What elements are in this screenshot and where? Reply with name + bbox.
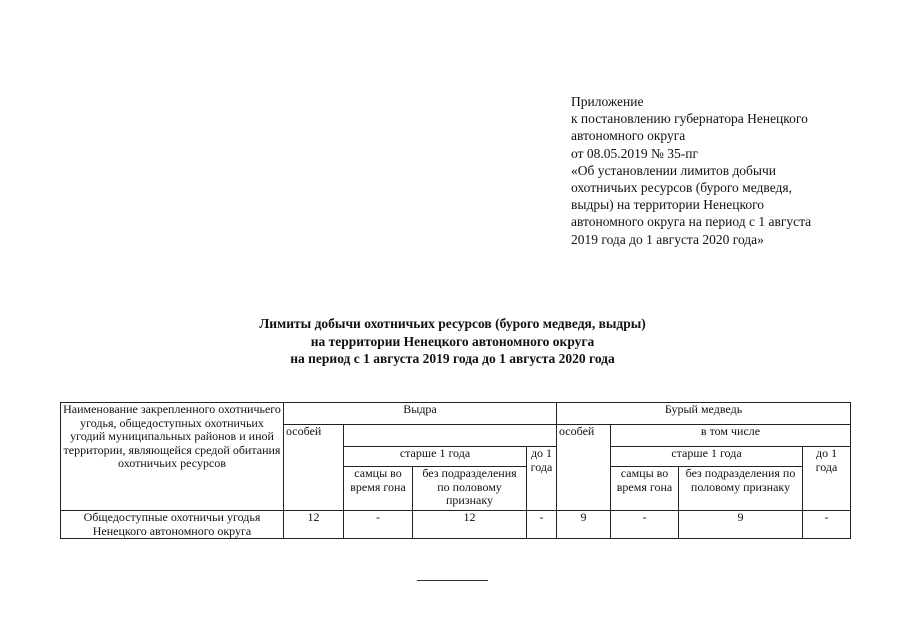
appendix-line: автономного округа [571, 128, 686, 144]
otter-males-header: самцы во время гона [344, 467, 413, 511]
bear-under-header: до 1 года [803, 447, 851, 511]
appendix-line: «Об установлении лимитов добычи [571, 162, 777, 178]
otter-under-header: до 1 года [527, 447, 557, 511]
bear-under-cell: - [803, 511, 851, 539]
bear-nosex-cell: 9 [679, 511, 803, 539]
end-divider [417, 580, 488, 581]
row-name-cell: Общедоступные охотничьи угодья Ненецкого автономного округа [61, 511, 284, 539]
otter-nosex-cell: 12 [413, 511, 527, 539]
appendix-line: автономного округа на период с 1 августа [571, 214, 812, 230]
otter-males-cell: - [344, 511, 413, 539]
document-title [150, 315, 755, 368]
bear-males-cell: - [611, 511, 679, 539]
otter-older-header: старше 1 года [344, 447, 527, 467]
title-line: на территории Ненецкого автономного округа [310, 333, 595, 349]
appendix-line: 2019 года до 1 августа 2020 года» [571, 231, 764, 247]
otter-nosex-header: без подразделения по половому признаку [413, 467, 527, 511]
limits-table [60, 402, 851, 539]
bear-nosex-header: без подразделения по половому признаку [679, 467, 803, 511]
bear-including-header: в том числе [611, 425, 851, 447]
otter-total-header: особей [284, 425, 344, 511]
appendix-block [571, 93, 871, 248]
bear-older-header: старше 1 года [611, 447, 803, 467]
name-header: Наименование закрепленного охотничьего угодья, общедоступных охотничьих угодий муниципальных районов и иной территории, являющейся средой обитания охотничьих ресурсов [61, 403, 284, 511]
bear-header: Бурый медведь [557, 403, 851, 425]
appendix-line: от 08.05.2019 № 35-пг [571, 145, 698, 161]
otter-total-cell: 12 [284, 511, 344, 539]
bear-total-header: особей [557, 425, 611, 511]
appendix-line: Приложение [571, 94, 644, 109]
bear-males-header: самцы во время гона [611, 467, 679, 511]
otter-including-header [344, 425, 557, 447]
appendix-line: к постановлению губернатора Ненецкого [571, 111, 808, 127]
table-row [61, 511, 851, 539]
header-row-1 [61, 403, 851, 425]
otter-under-cell: - [527, 511, 557, 539]
bear-total-cell: 9 [557, 511, 611, 539]
appendix-line: выдры) на территории Ненецкого [571, 197, 765, 213]
appendix-line: охотничьих ресурсов (бурого медведя, [571, 180, 792, 196]
otter-header: Выдра [284, 403, 557, 425]
title-line: Лимиты добычи охотничьих ресурсов (бурого медведя, выдры) [259, 316, 646, 331]
title-line: на период с 1 августа 2019 года до 1 августа 2020 года [290, 351, 615, 366]
